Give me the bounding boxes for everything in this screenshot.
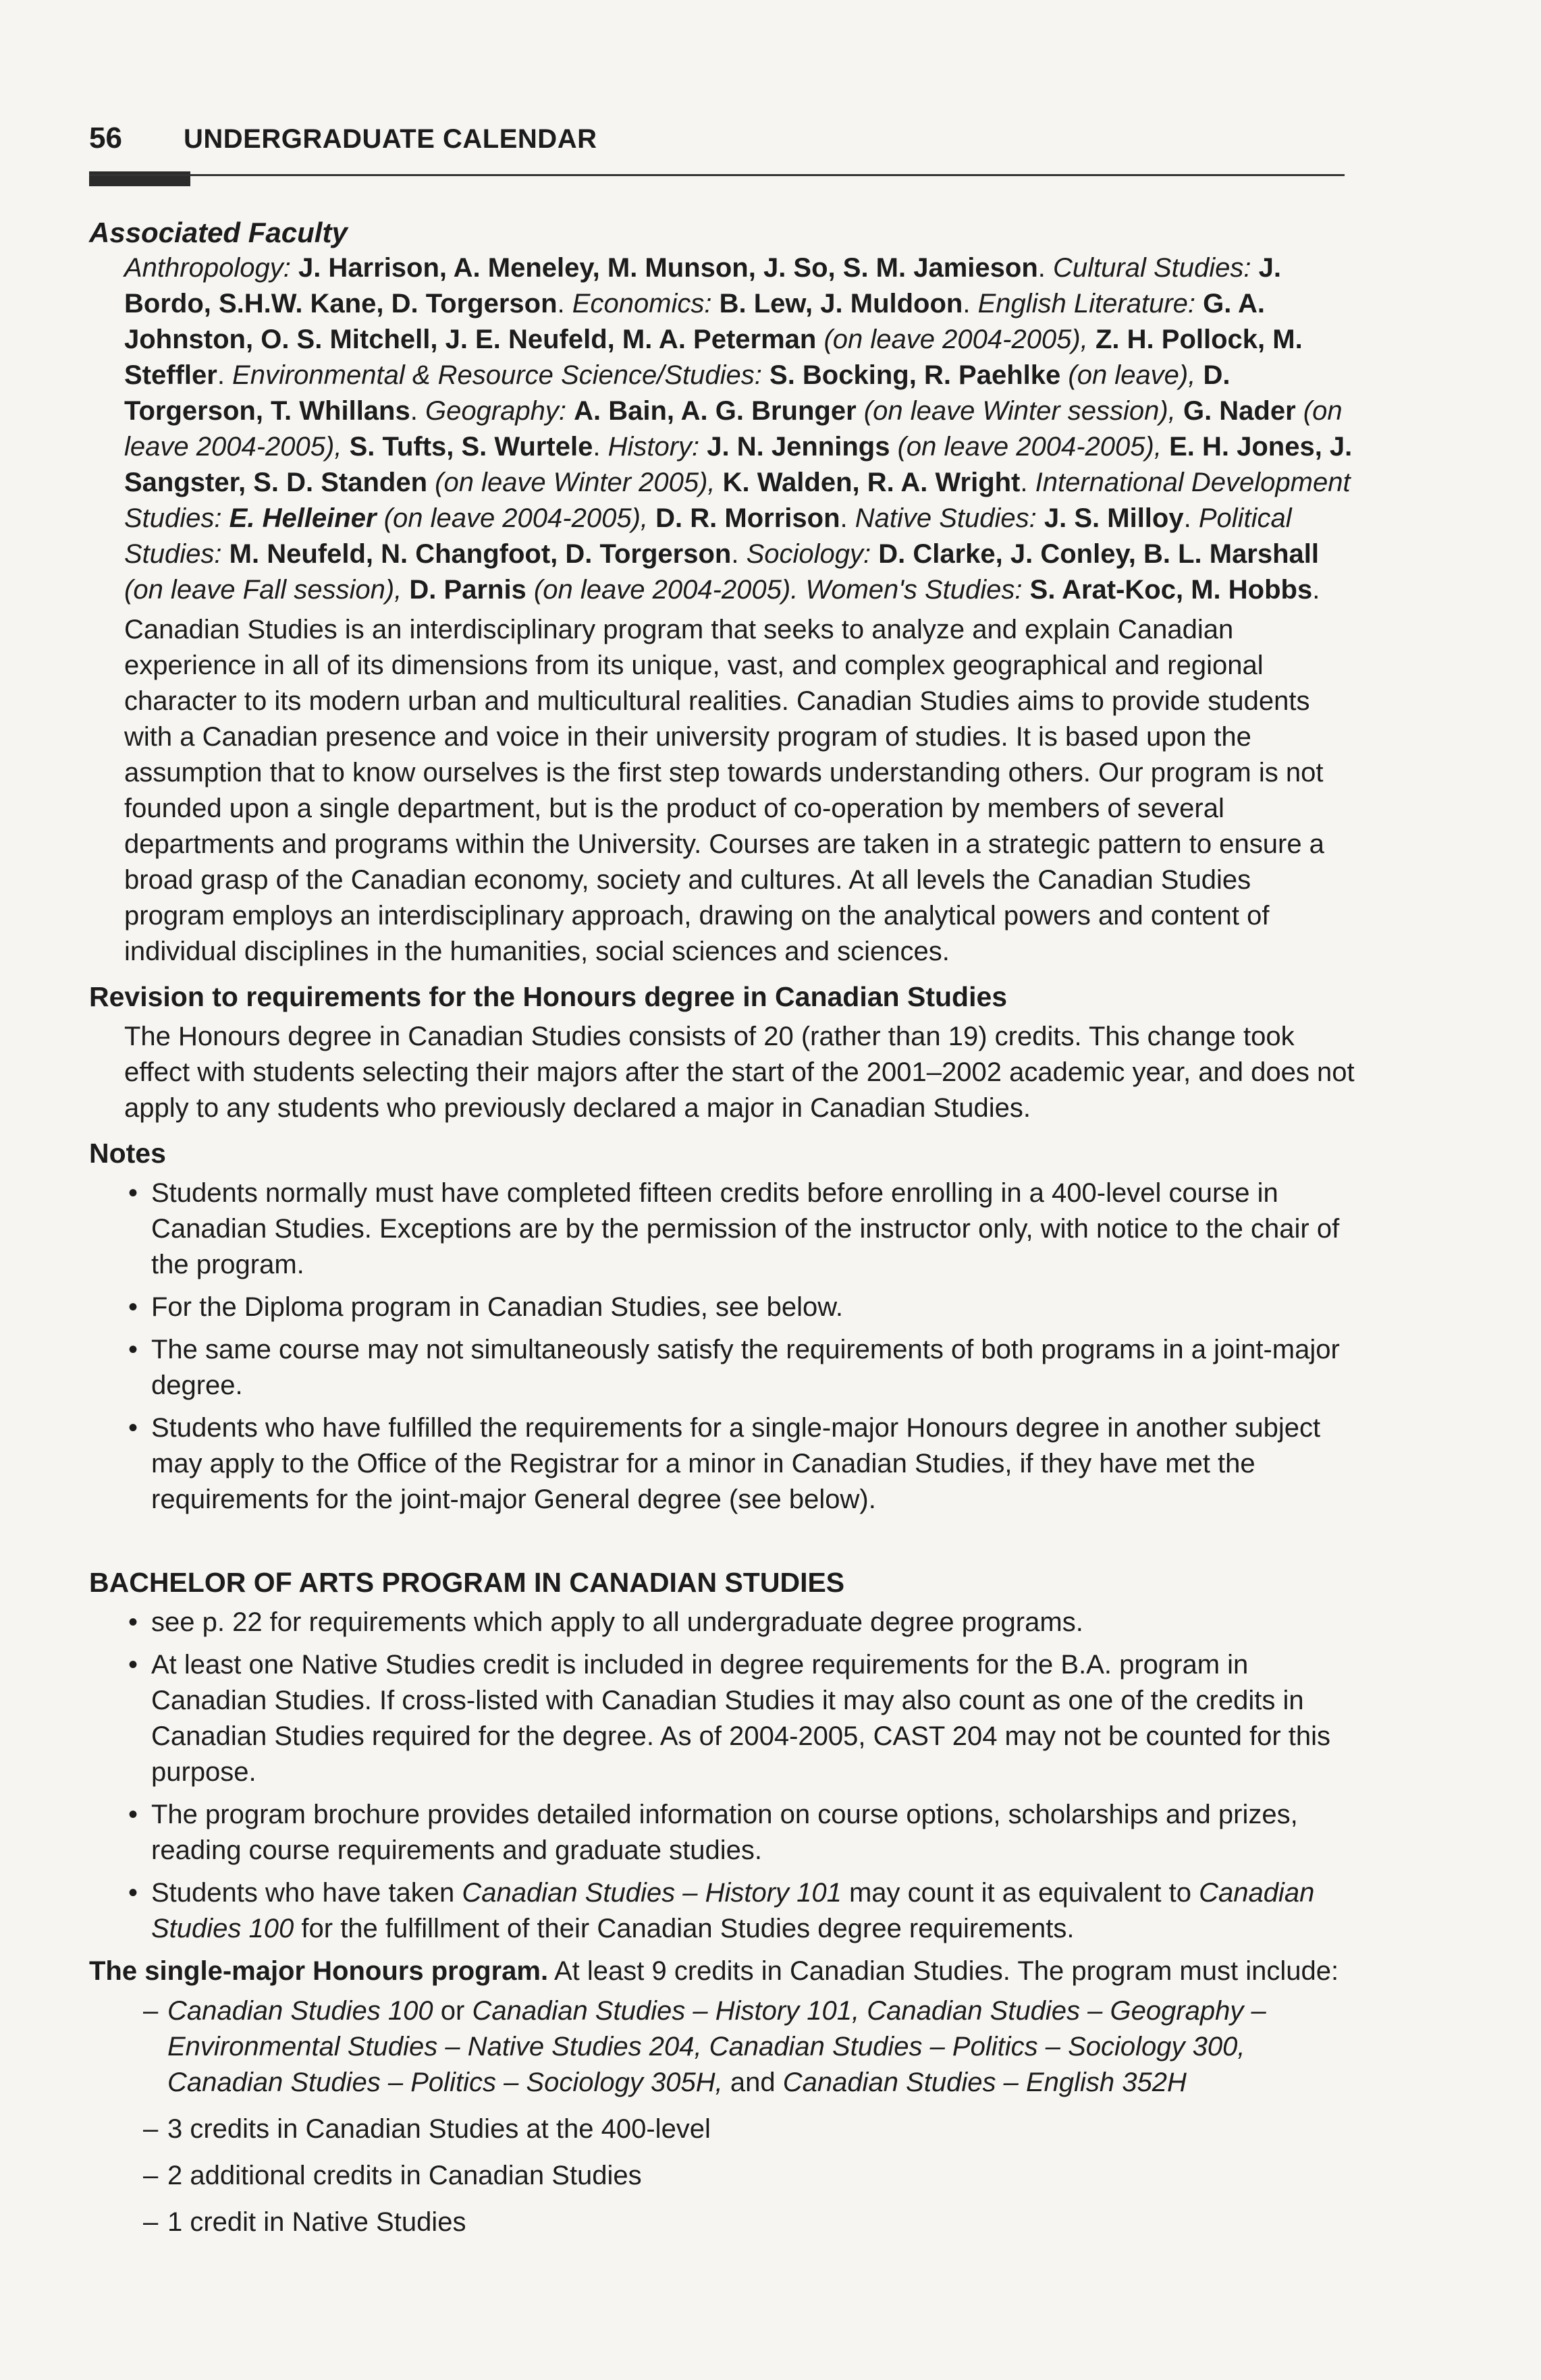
- honours-lead-text: At least 9 credits in Canadian Studies. The program must include:: [548, 1956, 1339, 1986]
- text-segment: .: [1020, 468, 1035, 497]
- dash-icon: –: [143, 2207, 159, 2237]
- text-segment: .: [840, 503, 855, 533]
- note-item: [124, 1332, 1358, 1404]
- text-segment: (on leave 2004-2005).: [526, 575, 806, 605]
- text-segment: 2 additional credits in Canadian Studies: [167, 2161, 642, 2190]
- text-segment: K. Walden, R. A. Wright: [722, 468, 1021, 497]
- text-segment: Canadian Studies – English 352H: [782, 2068, 1187, 2097]
- honours-lead: [89, 1954, 1358, 1989]
- text-segment: Political Studies:: [124, 503, 1292, 569]
- note-text: Students normally must have completed fifteen credits before enrolling in a 400-level course in Canadian Studies. Exceptions are by the permission of the instructor only, with notice to the chair of the program.: [151, 1178, 1340, 1279]
- text-segment: J. Bordo, S.H.W. Kane, D. Torgerson: [124, 253, 1281, 319]
- bullet-icon: •: [128, 1335, 138, 1364]
- ba-program-heading: BACHELOR OF ARTS PROGRAM IN CANADIAN STUDIES: [89, 1567, 845, 1598]
- text-segment: or: [433, 1996, 472, 2026]
- revision-text: The Honours degree in Canadian Studies consists of 20 (rather than 19) credits. This change took effect with students selecting their majors after the start of the 2001–2002 academic year, and does not apply to any students who previously declared a major in Canadian Studies.: [124, 1022, 1355, 1123]
- text-segment: .: [1183, 503, 1199, 533]
- note-text: Students who have fulfilled the requirements for a single-major Honours degree in another subject may apply to the Office of the Registrar for a minor in Canadian Studies, if they have met the requirements for the joint-major General degree (see below).: [151, 1413, 1321, 1514]
- text-segment: (on leave 2004-2005),: [816, 325, 1096, 354]
- text-segment: 3 credits in Canadian Studies at the 400-level: [167, 2114, 711, 2144]
- text-segment: A. Bain, A. G. Brunger: [574, 396, 857, 426]
- text-segment: .: [410, 396, 425, 426]
- revision-heading: Revision to requirements for the Honours degree in Canadian Studies: [89, 981, 1008, 1012]
- text-segment: G. A. Johnston, O. S. Mitchell, J. E. Neufeld, M. A. Peterman: [124, 289, 1265, 354]
- honours-requirement-item: [143, 2158, 1358, 2194]
- ba-program-item: [124, 1875, 1358, 1947]
- ba-program-item: [124, 1797, 1358, 1869]
- text-segment: D. Parnis: [409, 575, 526, 605]
- text-segment: for the fulfillment of their Canadian Studies degree requirements.: [294, 1914, 1075, 1943]
- associated-faculty-list: [89, 250, 1358, 608]
- text-segment: Canadian Studies – History 101, Canadian Studies – Geography – Environmental Studies – Native Studies 204, Canadian Studies – Politics – Sociology 300, Canadian Studies – Politics – Sociology 305H,: [167, 1996, 1266, 2097]
- intro-paragraph: Canadian Studies is an interdisciplinary program that seeks to analyze and explain Canadian experience in all of its dimensions from its unique, vast, and complex geographical and regional character to its modern urban and multicultural realities. Canadian Studies aims to provide students with a Canadian presence and voice in their university program of studies. It is based upon the assumption that to know ourselves is the first step towards understanding others. Our program is not founded upon a single department, but is the product of co-operation by members of several departments and programs within the University. Courses are taken in a strategic pattern to ensure a broad grasp of the Canadian economy, society and cultures. At all levels the Canadian Studies program employs an interdisciplinary approach, drawing on the analytical powers and content of individual disciplines in the humanities, social sciences and sciences.: [124, 615, 1324, 966]
- text-segment: The program brochure provides detailed information on course options, scholarships and prizes, reading course requirements and graduate studies.: [151, 1800, 1298, 1865]
- honours-lead-bold: The single-major Honours program.: [89, 1956, 549, 1986]
- text-segment: Z. H. Pollock, M. Steffler: [124, 325, 1303, 390]
- text-segment: Canadian Studies 100: [151, 1878, 1315, 1943]
- text-segment: (on leave Winter session),: [856, 396, 1183, 426]
- text-segment: Anthropology:: [124, 253, 298, 283]
- text-segment: E. H. Jones, J. Sangster, S. D. Standen: [124, 432, 1353, 497]
- note-item: [124, 1175, 1358, 1283]
- dash-icon: –: [143, 1996, 159, 2026]
- associated-faculty-heading: Associated Faculty: [89, 217, 348, 248]
- text-segment: B. Lew, J. Muldoon: [719, 289, 963, 319]
- text-segment: may count it as equivalent to: [841, 1878, 1199, 1908]
- text-segment: .: [1037, 253, 1053, 283]
- text-segment: At least one Native Studies credit is included in degree requirements for the B.A. program in Canadian Studies. If cross-listed with Canadian Studies it may also count as one of the credits in Canadian Studies required for the degree. As of 2004-2005, CAST 204 may not be counted for this purpose.: [151, 1650, 1331, 1787]
- text-segment: .: [557, 289, 572, 319]
- text-segment: (on leave Fall session),: [124, 575, 410, 605]
- text-segment: Native Studies:: [855, 503, 1044, 533]
- text-segment: Environmental & Resource Science/Studies:: [232, 360, 770, 390]
- ba-program-item: [124, 1647, 1358, 1790]
- text-segment: Women's Studies:: [805, 575, 1030, 605]
- page-header-title: UNDERGRADUATE CALENDAR: [184, 124, 597, 154]
- text-segment: S. Bocking, R. Paehlke: [769, 360, 1061, 390]
- ba-program-list: [89, 1605, 1358, 1947]
- text-segment: Canadian Studies – History 101: [462, 1878, 842, 1908]
- dash-icon: –: [143, 2161, 159, 2190]
- text-segment: S. Tufts, S. Wurtele: [349, 432, 593, 462]
- text-segment: E. Helleiner: [229, 503, 377, 533]
- bullet-icon: •: [128, 1650, 138, 1680]
- text-segment: Geography:: [425, 396, 574, 426]
- text-segment: J. Harrison, A. Meneley, M. Munson, J. So, S. M. Jamieson: [298, 253, 1038, 283]
- text-segment: J. S. Milloy: [1044, 503, 1184, 533]
- text-segment: Cultural Studies:: [1053, 253, 1259, 283]
- text-segment: Sociology:: [746, 539, 879, 569]
- note-text: The same course may not simultaneously satisfy the requirements of both programs in a joint-major degree.: [151, 1335, 1340, 1400]
- text-segment: History:: [607, 432, 707, 462]
- text-segment: .: [1312, 575, 1320, 605]
- text-segment: and: [722, 2068, 783, 2097]
- page-content: [89, 215, 1358, 2251]
- text-segment: G. Nader: [1183, 396, 1296, 426]
- text-segment: M. Neufeld, N. Changfoot, D. Torgerson: [229, 539, 732, 569]
- text-segment: D. Torgerson, T. Whillans: [124, 360, 1231, 426]
- bullet-icon: •: [128, 1878, 138, 1908]
- notes-list: [89, 1175, 1358, 1518]
- note-item: [124, 1290, 1358, 1325]
- text-segment: English Literature:: [977, 289, 1204, 319]
- bullet-icon: •: [128, 1607, 138, 1637]
- text-segment: S. Arat-Koc, M. Hobbs: [1029, 575, 1313, 605]
- bullet-icon: •: [128, 1413, 138, 1443]
- bullet-icon: •: [128, 1292, 138, 1322]
- text-segment: D. R. Morrison: [655, 503, 840, 533]
- bullet-icon: •: [128, 1178, 138, 1208]
- ba-program-item: [124, 1605, 1358, 1640]
- text-segment: (on leave 2004-2005),: [376, 503, 656, 533]
- text-segment: Canadian Studies 100: [167, 1996, 433, 2026]
- text-segment: Economics:: [572, 289, 720, 319]
- page-header: [89, 121, 1345, 155]
- dash-icon: –: [143, 2114, 159, 2144]
- bullet-icon: •: [128, 1800, 138, 1829]
- text-segment: (on leave Winter 2005),: [427, 468, 723, 497]
- notes-heading: Notes: [89, 1138, 166, 1169]
- honours-requirements-list: [89, 1993, 1358, 2240]
- text-segment: .: [963, 289, 978, 319]
- text-segment: 1 credit in Native Studies: [167, 2207, 466, 2237]
- text-segment: .: [217, 360, 233, 390]
- text-segment: .: [593, 432, 608, 462]
- honours-requirement-item: [143, 2111, 1358, 2147]
- text-segment: International Development Studies:: [124, 468, 1351, 533]
- text-segment: (on leave),: [1060, 360, 1204, 390]
- header-rule: [89, 174, 1345, 176]
- text-segment: (on leave 2004-2005),: [124, 396, 1343, 462]
- note-text: For the Diploma program in Canadian Studies, see below.: [151, 1292, 843, 1322]
- text-segment: Students who have taken: [151, 1878, 462, 1908]
- text-segment: D. Clarke, J. Conley, B. L. Marshall: [878, 539, 1320, 569]
- note-item: [124, 1410, 1358, 1518]
- text-segment: .: [731, 539, 747, 569]
- text-segment: see p. 22 for requirements which apply to all undergraduate degree programs.: [151, 1607, 1083, 1637]
- text-segment: (on leave 2004-2005),: [890, 432, 1170, 462]
- honours-requirement-item: [143, 2205, 1358, 2240]
- page-number: 56: [89, 121, 122, 155]
- text-segment: J. N. Jennings: [707, 432, 890, 462]
- honours-requirement-item: [143, 1993, 1358, 2101]
